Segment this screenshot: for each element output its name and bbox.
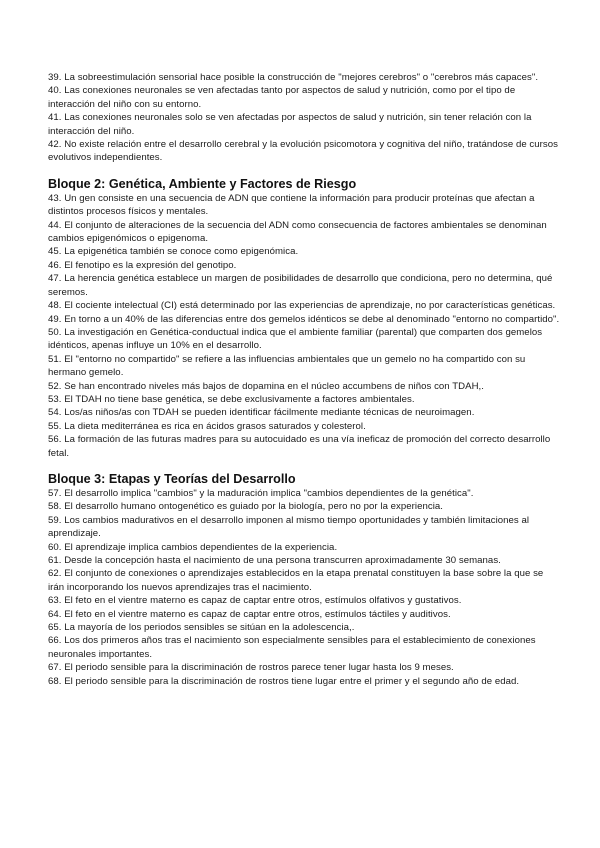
list-item: 47. La herencia genética establece un margen de posibilidades de desarrollo que condiciona, pero no determina, qué seremos. bbox=[48, 273, 553, 298]
block-2-section bbox=[48, 177, 560, 460]
block-3-heading: Bloque 3: Etapas y Teorías del Desarrollo bbox=[48, 471, 296, 486]
list-item: 68. El periodo sensible para la discriminación de rostros tiene lugar entre el primer y el segundo año de edad. bbox=[48, 675, 520, 687]
list-item: 45. La epigenética también se conoce como epigenómica. bbox=[48, 246, 299, 258]
list-item: 66. Los dos primeros años tras el nacimiento son especialmente sensibles para el establecimiento de conexiones neuronales importantes. bbox=[48, 635, 536, 660]
list-item: 51. El "entorno no compartido" se refiere a las influencias ambientales que un gemelo no ha compartido con su hermano gemelo. bbox=[48, 353, 526, 379]
list-item: 65. La mayoría de los periodos sensibles se sitúan en la adolescencia,. bbox=[48, 622, 355, 634]
list-item: 40. Las conexiones neuronales se ven afectadas tanto por aspectos de salud y nutrición, como por el tipo de interacción del niño con su entorno. bbox=[48, 85, 516, 110]
list-item: 57. El desarrollo implica "cambios" y la maduración implica "cambios dependientes de la genética". bbox=[48, 487, 474, 499]
list-item: 43. Un gen consiste en una secuencia de ADN que contiene la información para producir proteínas que afectan a distintos procesos físicos y mentales. bbox=[48, 192, 535, 218]
list-item: 64. El feto en el vientre materno es capaz de captar entre otros, estímulos táctiles y auditivos. bbox=[48, 608, 451, 620]
list-item: 46. El fenotipo es la expresión del genotipo. bbox=[48, 259, 237, 271]
list-item: 56. La formación de las futuras madres para su autocuidado es una vía ineficaz de promoción del correcto desarrollo fetal. bbox=[48, 434, 551, 459]
block-2-heading: Bloque 2: Genética, Ambiente y Factores de Riesgo bbox=[48, 176, 357, 191]
list-item: 48. El cociente intelectual (CI) está determinado por las experiencias de aprendizaje, no por características genéticas. bbox=[48, 300, 556, 312]
list-item: 39. La sobreestimulación sensorial hace posible la construcción de "mejores cerebros" o "cerebros más capaces". bbox=[48, 72, 539, 83]
list-item: 63. El feto en el vientre materno es capaz de captar entre otros, estímulos olfativos y gustativos. bbox=[48, 595, 462, 607]
list-item: 53. El TDAH no tiene base genética, se debe exclusivamente a factores ambientales. bbox=[48, 393, 415, 405]
list-item: 42. No existe relación entre el desarrollo cerebral y la evolución psicomotora y cognitiva del niño, tratándose de cursos evolutivos independientes. bbox=[48, 139, 558, 164]
list-item: 62. El conjunto de conexiones o aprendizajes establecidos en la etapa prenatal constituyen la base sobre la que se irán incorporando los nuevos aprendizajes tras el nacimiento. bbox=[48, 568, 544, 593]
list-item: 59. Los cambios madurativos en el desarrollo imponen al mismo tiempo oportunidades y también limitaciones al aprendizaje. bbox=[48, 514, 530, 540]
list-item: 58. El desarrollo humano ontogenético es guiado por la biología, pero no por la experiencia. bbox=[48, 501, 444, 513]
block-3-section bbox=[48, 472, 560, 688]
list-item: 61. Desde la concepción hasta el nacimiento de una persona transcurren aproximadamente 30 semanas. bbox=[48, 555, 501, 566]
list-item: 52. Se han encontrado niveles más bajos de dopamina en el núcleo accumbens de niños con TDAH,. bbox=[48, 380, 484, 392]
page-content bbox=[48, 71, 560, 688]
list-item: 55. La dieta mediterránea es rica en ácidos grasos saturados y colesterol. bbox=[48, 420, 366, 432]
list-item: 60. El aprendizaje implica cambios dependientes de la experiencia. bbox=[48, 541, 338, 553]
list-item: 50. La investigación en Genética-conductual indica que el ambiente familiar (parental) que comparten dos gemelos idénticos, apenas influye un 10% en el desarrollo. bbox=[48, 326, 543, 352]
list-item: 49. En torno a un 40% de las diferencias entre dos gemelos idénticos se debe al denominado "entorno no compartido". bbox=[48, 313, 560, 325]
list-item: 41. Las conexiones neuronales solo se ven afectadas por aspectos de salud y nutrición, sin tener relación con la interacción del niño. bbox=[48, 112, 532, 137]
intro-list bbox=[48, 71, 560, 165]
list-item: 67. El periodo sensible para la discriminación de rostros parece tener lugar hasta los 9 meses. bbox=[48, 662, 454, 674]
list-item: 54. Los/as niños/as con TDAH se pueden identificar fácilmente mediante técnicas de neuroimagen. bbox=[48, 407, 475, 419]
list-item: 44. El conjunto de alteraciones de la secuencia del ADN como consecuencia de factores ambientales se denominan cambios epigenómicos o epigenoma. bbox=[48, 219, 547, 245]
